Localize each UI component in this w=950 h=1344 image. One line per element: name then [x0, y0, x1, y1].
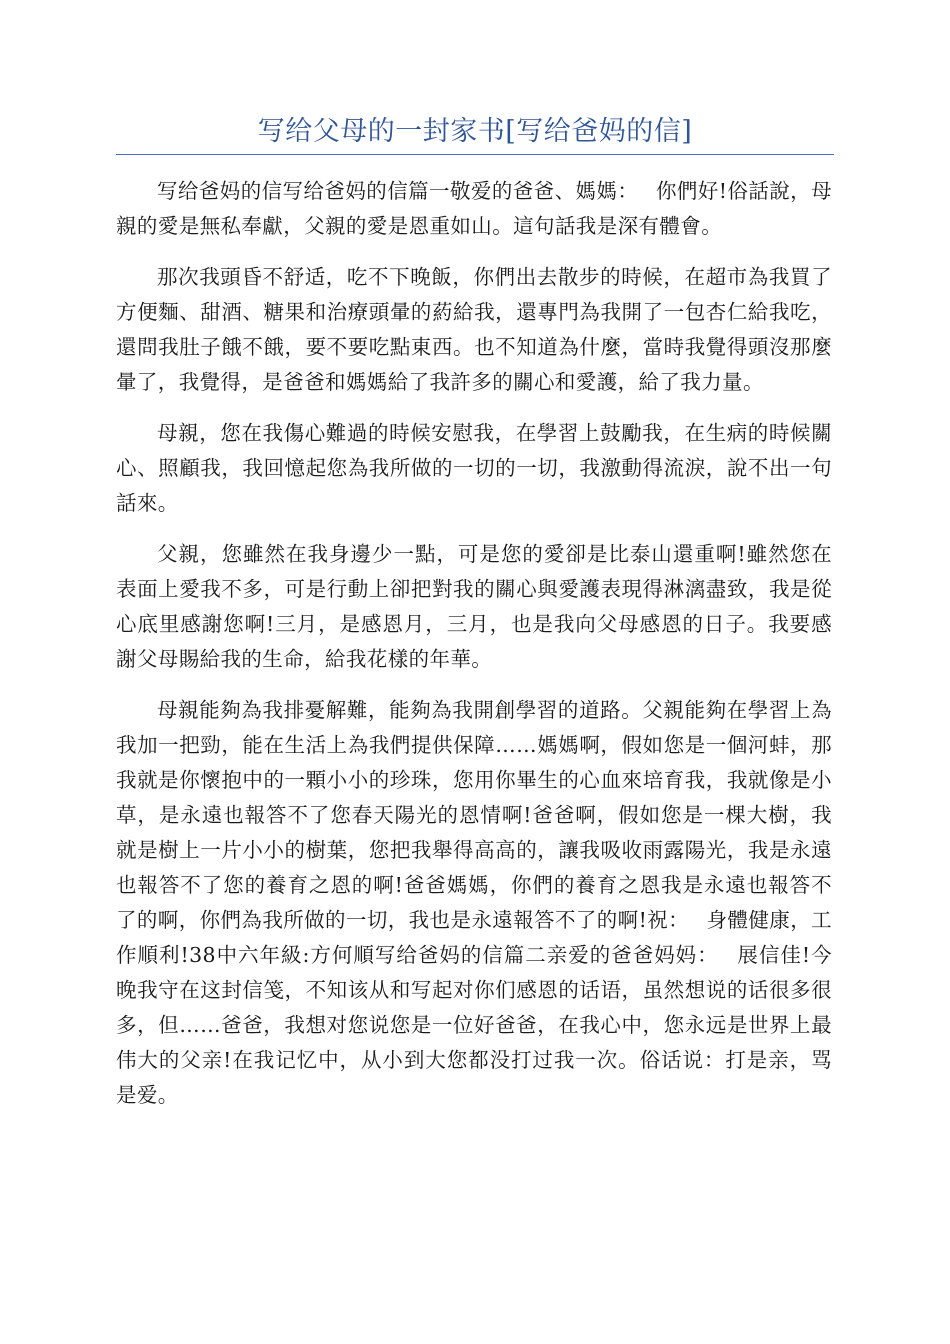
paragraph-3: 母親，您在我傷心難過的時候安慰我，在學習上鼓勵我，在生病的時候關心、照顧我，我回憶起您為我所做的一切的一切，我激動得流淚，說不出一句話來。 — [116, 421, 832, 515]
title-underline — [116, 154, 834, 155]
paragraph-4: 父親，您雖然在我身邊少一點，可是您的愛卻是比泰山還重啊!雖然您在表面上愛我不多，可是行動上卻把對我的關心與愛護表現得淋漓盡致，我是從心底里感謝您啊!三月，是感恩月，三月，也是我向父母感恩的日子。我要感謝父母賜給我的生命，給我花樣的年華。 — [116, 542, 832, 671]
paragraph-2: 那次我頭昏不舒适，吃不下晚飯，你們出去散步的時候，在超市為我買了方便麵、甜酒、糖果和治療頭暈的葯給我，還專門為我開了一包杏仁給我吃，還問我肚子餓不餓，要不要吃點東西。也不知道為什麼，當時我覺得頭沒那麼暈了，我覺得，是爸爸和媽媽給了我許多的關心和愛護，給了我力量。 — [116, 265, 832, 394]
paragraph-5: 母親能夠為我排憂解難，能夠為我開創學習的道路。父親能夠在學習上為我加一把勁，能在生活上為我們提供保障……媽媽啊，假如您是一個河蚌，那我就是你懷抱中的一顆小小的珍珠，您用你畢生的心血來培育我，我就像是小草，是永遠也報答不了您春天陽光的恩情啊!爸爸啊，假如您是一棵大樹，我就是樹上一片小小的樹葉，您把我舉得高高的，讓我吸收雨露陽光，我是永遠也報答不了您的養育之恩的啊!爸爸媽媽，你們的養育之恩我是永遠也報答不了的啊，你們為我所做的一切，我也是永遠報答不了的啊!祝： 身體健康，工作順利!38中六年級:方何順写给爸妈的信篇二亲爱的爸爸妈妈： 展信佳!今晚我守在这封信笺，不知该从和写起对你们感恩的话语，虽然想说的话很多很多，但……爸爸，我想对您说您是一位好爸爸，在我心中，您永远是世界上最伟大的父亲!在我记忆中，从小到大您都没打过我一次。俗话说：打是亲，骂是爱。 — [116, 698, 832, 1107]
paragraph-1: 写给爸妈的信写给爸妈的信篇一敬爱的爸爸、媽媽： 你們好!俗話說，母親的愛是無私奉獻，父親的愛是恩重如山。這句話我是深有體會。 — [116, 179, 832, 238]
document-body — [116, 174, 832, 1129]
document-title: 写给父母的一封家书[写给爸妈的信] — [257, 116, 693, 147]
